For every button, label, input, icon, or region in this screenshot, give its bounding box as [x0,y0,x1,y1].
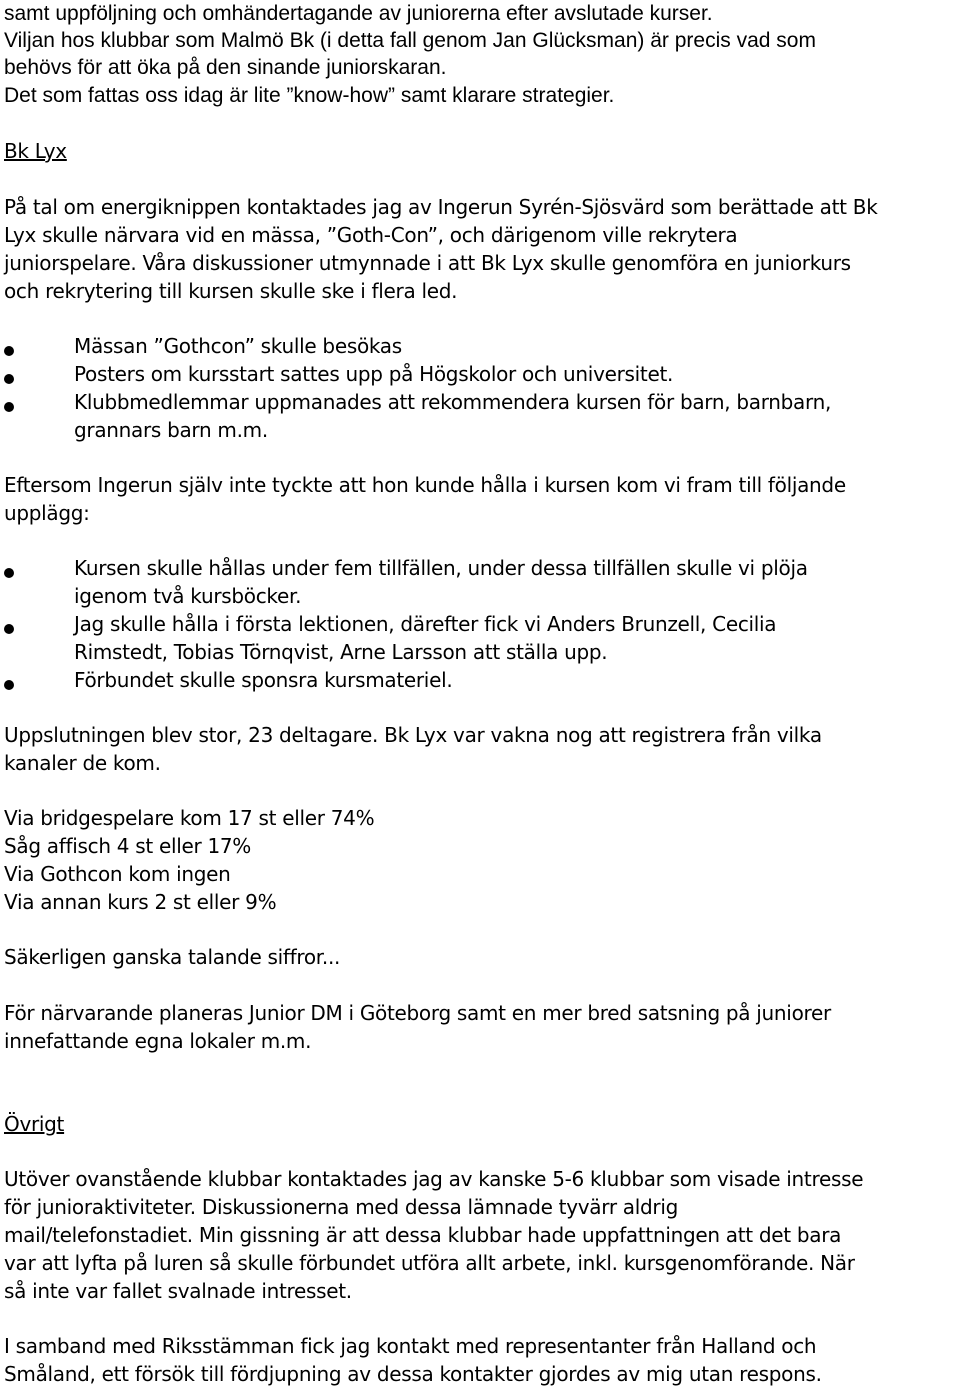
bullet-icon [4,624,14,634]
paragraph-line: så inte var fallet svalnade intresset. [4,1279,352,1303]
bullet-icon [4,680,14,690]
paragraph-line: Lyx skulle närvara vid en mässa, ”Goth-Con”, och därigenom ville rekrytera [4,223,738,247]
stat-line: Via annan kurs 2 st eller 9% [4,890,277,914]
paragraph-line: Uppslutningen blev stor, 23 deltagare. Bk Lyx var vakna nog att registrera från vilka [4,723,822,747]
paragraph-line: På tal om energiknippen kontaktades jag av Ingerun Syrén-Sjösvärd som berättade att Bk [4,195,878,219]
bullet-icon [4,346,14,356]
section-heading-bk-lyx: Bk Lyx [4,139,67,163]
paragraph-line: Småland, ett försök till fördjupning av dessa kontakter gjordes av mig utan respons. [4,1362,822,1386]
list-item: Jag skulle hålla i första lektionen, därefter fick vi Anders Brunzell, Cecilia [74,612,777,636]
intro-line: samt uppföljning och omhändertagande av juniorerna efter avslutade kurser. [4,2,713,25]
paragraph-line: För närvarande planeras Junior DM i Göteborg samt en mer bred satsning på juniorer [4,1001,831,1025]
paragraph-line: var att lyfta på luren så skulle förbundet utföra allt arbete, inkl. kursgenomförande. När [4,1251,855,1275]
paragraph-line: upplägg: [4,501,90,525]
paragraph-line: kanaler de kom. [4,751,161,775]
intro-line: behövs för att öka på den sinande juniorskaran. [4,56,447,79]
remark-line: Säkerligen ganska talande siffror... [4,945,341,969]
paragraph-line: för junioraktiviteter. Diskussionerna med dessa lämnade tyvärr aldrig [4,1195,678,1219]
list-item-continuation: igenom två kursböcker. [74,584,302,608]
paragraph-line: och rekrytering till kursen skulle ske i flera led. [4,279,458,303]
paragraph-line: innefattande egna lokaler m.m. [4,1029,312,1053]
paragraph-line: Utöver ovanstående klubbar kontaktades jag av kanske 5-6 klubbar som visade intresse [4,1167,864,1191]
list-item-continuation: grannars barn m.m. [74,418,268,442]
intro-line: Viljan hos klubbar som Malmö Bk (i detta fall genom Jan Glücksman) är precis vad som [4,29,816,52]
list-item: Klubbmedlemmar uppmanades att rekommendera kursen för barn, barnbarn, [74,390,832,414]
list-item-continuation: Rimstedt, Tobias Törnqvist, Arne Larsson att ställa upp. [74,640,608,664]
paragraph-line: I samband med Riksstämman fick jag kontakt med representanter från Halland och [4,1334,817,1358]
bullet-icon [4,568,14,578]
paragraph-line: juniorspelare. Våra diskussioner utmynnade i att Bk Lyx skulle genomföra en juniorkurs [4,251,851,275]
list-item: Kursen skulle hållas under fem tillfällen, under dessa tillfällen skulle vi plöja [74,556,808,580]
paragraph-line: Eftersom Ingerun själv inte tyckte att hon kunde hålla i kursen kom vi fram till följande [4,473,846,497]
bullet-icon [4,374,14,384]
list-item: Mässan ”Gothcon” skulle besökas [74,334,402,358]
intro-line: Det som fattas oss idag är lite ”know-how” samt klarare strategier. [4,84,615,107]
stat-line: Såg affisch 4 st eller 17% [4,834,252,858]
bullet-icon [4,402,14,412]
list-item: Förbundet skulle sponsra kursmateriel. [74,668,453,692]
list-item: Posters om kursstart sattes upp på Högskolor och universitet. [74,362,674,386]
paragraph-line: mail/telefonstadiet. Min gissning är att dessa klubbar hade uppfattningen att det bara [4,1223,842,1247]
stat-line: Via bridgespelare kom 17 st eller 74% [4,806,375,830]
stat-line: Via Gothcon kom ingen [4,862,231,886]
section-heading-ovrigt: Övrigt [4,1112,65,1136]
